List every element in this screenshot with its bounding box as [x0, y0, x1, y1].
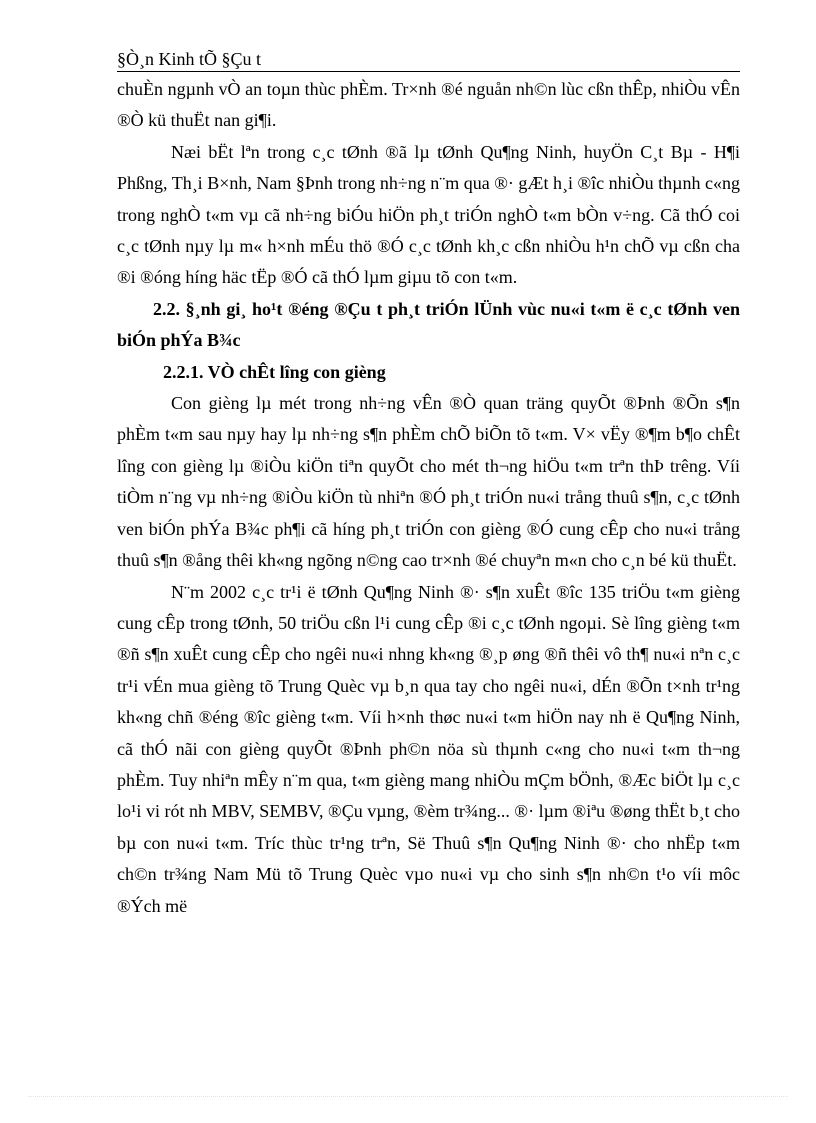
- section-heading: 2.2. §¸nh gi¸ ho¹t ®éng ®Çu t ph¸t triÓn lÜnh vùc nu«i t«m ë c¸c tØnh ven biÓn phÝa B¾c: [117, 298, 740, 351]
- running-header: §Ò¸n Kinh tÕ §Çu t: [117, 49, 261, 69]
- document-body: [117, 74, 740, 922]
- paragraph-quang-ninh-2002: N¨m 2002 c¸c tr¹i ë tØnh Qu¶ng Ninh ®· s¶n xuÊt ®îc 135 triÖu t«m gièng cung cÊp trong tØnh, 50 triÖu cßn l¹i cung cÊp ®i c¸c tØnh ngoµi. Sè lîng gièng t«m ®ñ s¶n xuÊt cung cÊp cho ngêi nu«i nhng kh«ng ®¸p øng ®ñ thêi vô th¶ nu«i nªn c¸c tr¹i vÉn mua gièng tõ Trung Quèc vµ b¸n qua tay cho ngêi nu«i, dÉn ®Õn t×nh tr¹ng kh«ng chñ ®éng ®îc gièng t«m. Víi h×nh thøc nu«i t«m hiÖn nay nh ë Qu¶ng Ninh, cã thÓ nãi con gièng quyÕt ®Þnh ph©n nöa sù thµnh c«ng cho nu«i t«m th¬ng phÈm. Tuy nhiªn mÊy n¨m qua, t«m gièng mang nhiÒu mÇm bÖnh, ®Æc biÖt lµ c¸c lo¹i vi rót nh MBV, SEMBV, ®Çu vµng, ®èm tr¾ng... ®· lµm ®iªu ®øng thËt b¸t cho bµ con nu«i t«m. Tríc thùc tr¹ng trªn, Së Thuû s¶n Qu¶ng Ninh ®· cho nhËp t«m ch©n tr¾ng Nam Mü tõ Trung Quèc vµo nu«i vµ cho sinh s¶n nh©n t¹o víi môc ®Ých më: [117, 581, 740, 916]
- paragraph-seed-quality: Con gièng lµ mét trong nh÷ng vÊn ®Ò quan träng quyÕt ®Þnh ®Õn s¶n phÈm t«m sau nµy hay lµ nh÷ng s¶n phÈm chÕ biÕn tõ t«m. V× vËy ®¶m b¶o chÊt lîng con gièng lµ ®iÒu kiÖn tiªn quyÕt cho mét th¬ng hiÖu t«m trªn thÞ trêng. Víi tiÒm n¨ng vµ nh÷ng ®iÒu kiÖn tù nhiªn ®Ó ph¸t triÓn nu«i trång thuû s¶n, c¸c tØnh ven biÓn phÝa B¾c ph¶i cã híng ph¸t triÓn con gièng ®Ó cung cÊp cho nu«i trång thuû s¶n ®ång thêi kh«ng ngõng n©ng cao tr×nh ®é chuyªn m«n cho c¸n bé kü thuËt.: [117, 393, 740, 571]
- subsection-heading: 2.2.1. VÒ chÊt lîng con gièng: [163, 361, 386, 382]
- page-bottom-border: [28, 1096, 788, 1097]
- header-divider: [117, 71, 740, 72]
- paragraph-continuation: chuÈn ngµnh vÒ an toµn thùc phÈm. Tr×nh ®é nguån nh©n lùc cßn thÊp, nhiÒu vÊn ®Ò kü thuËt nan gi¶i.: [117, 79, 740, 131]
- paragraph-provinces-success: Næi bËt lªn trong c¸c tØnh ®ã lµ tØnh Qu¶ng Ninh, huyÖn C¸t Bµ - H¶i Phßng, Th¸i B×nh, Nam §Þnh trong nh÷ng n¨m qua ®· gÆt h¸i ®îc nhiÒu thµnh c«ng trong nghÒ t«m vµ cã nh÷ng biÓu hiÖn ph¸t triÓn nghÒ t«m bÒn v÷ng. Cã thÓ coi c¸c tØnh nµy lµ m« h×nh mÉu thö ®Ó c¸c tØnh kh¸c cßn nhiÒu h¹n chÕ vµ cßn cha ®i ®óng híng häc tËp ®Ó cã thÓ lµm giµu tõ con t«m.: [117, 141, 740, 288]
